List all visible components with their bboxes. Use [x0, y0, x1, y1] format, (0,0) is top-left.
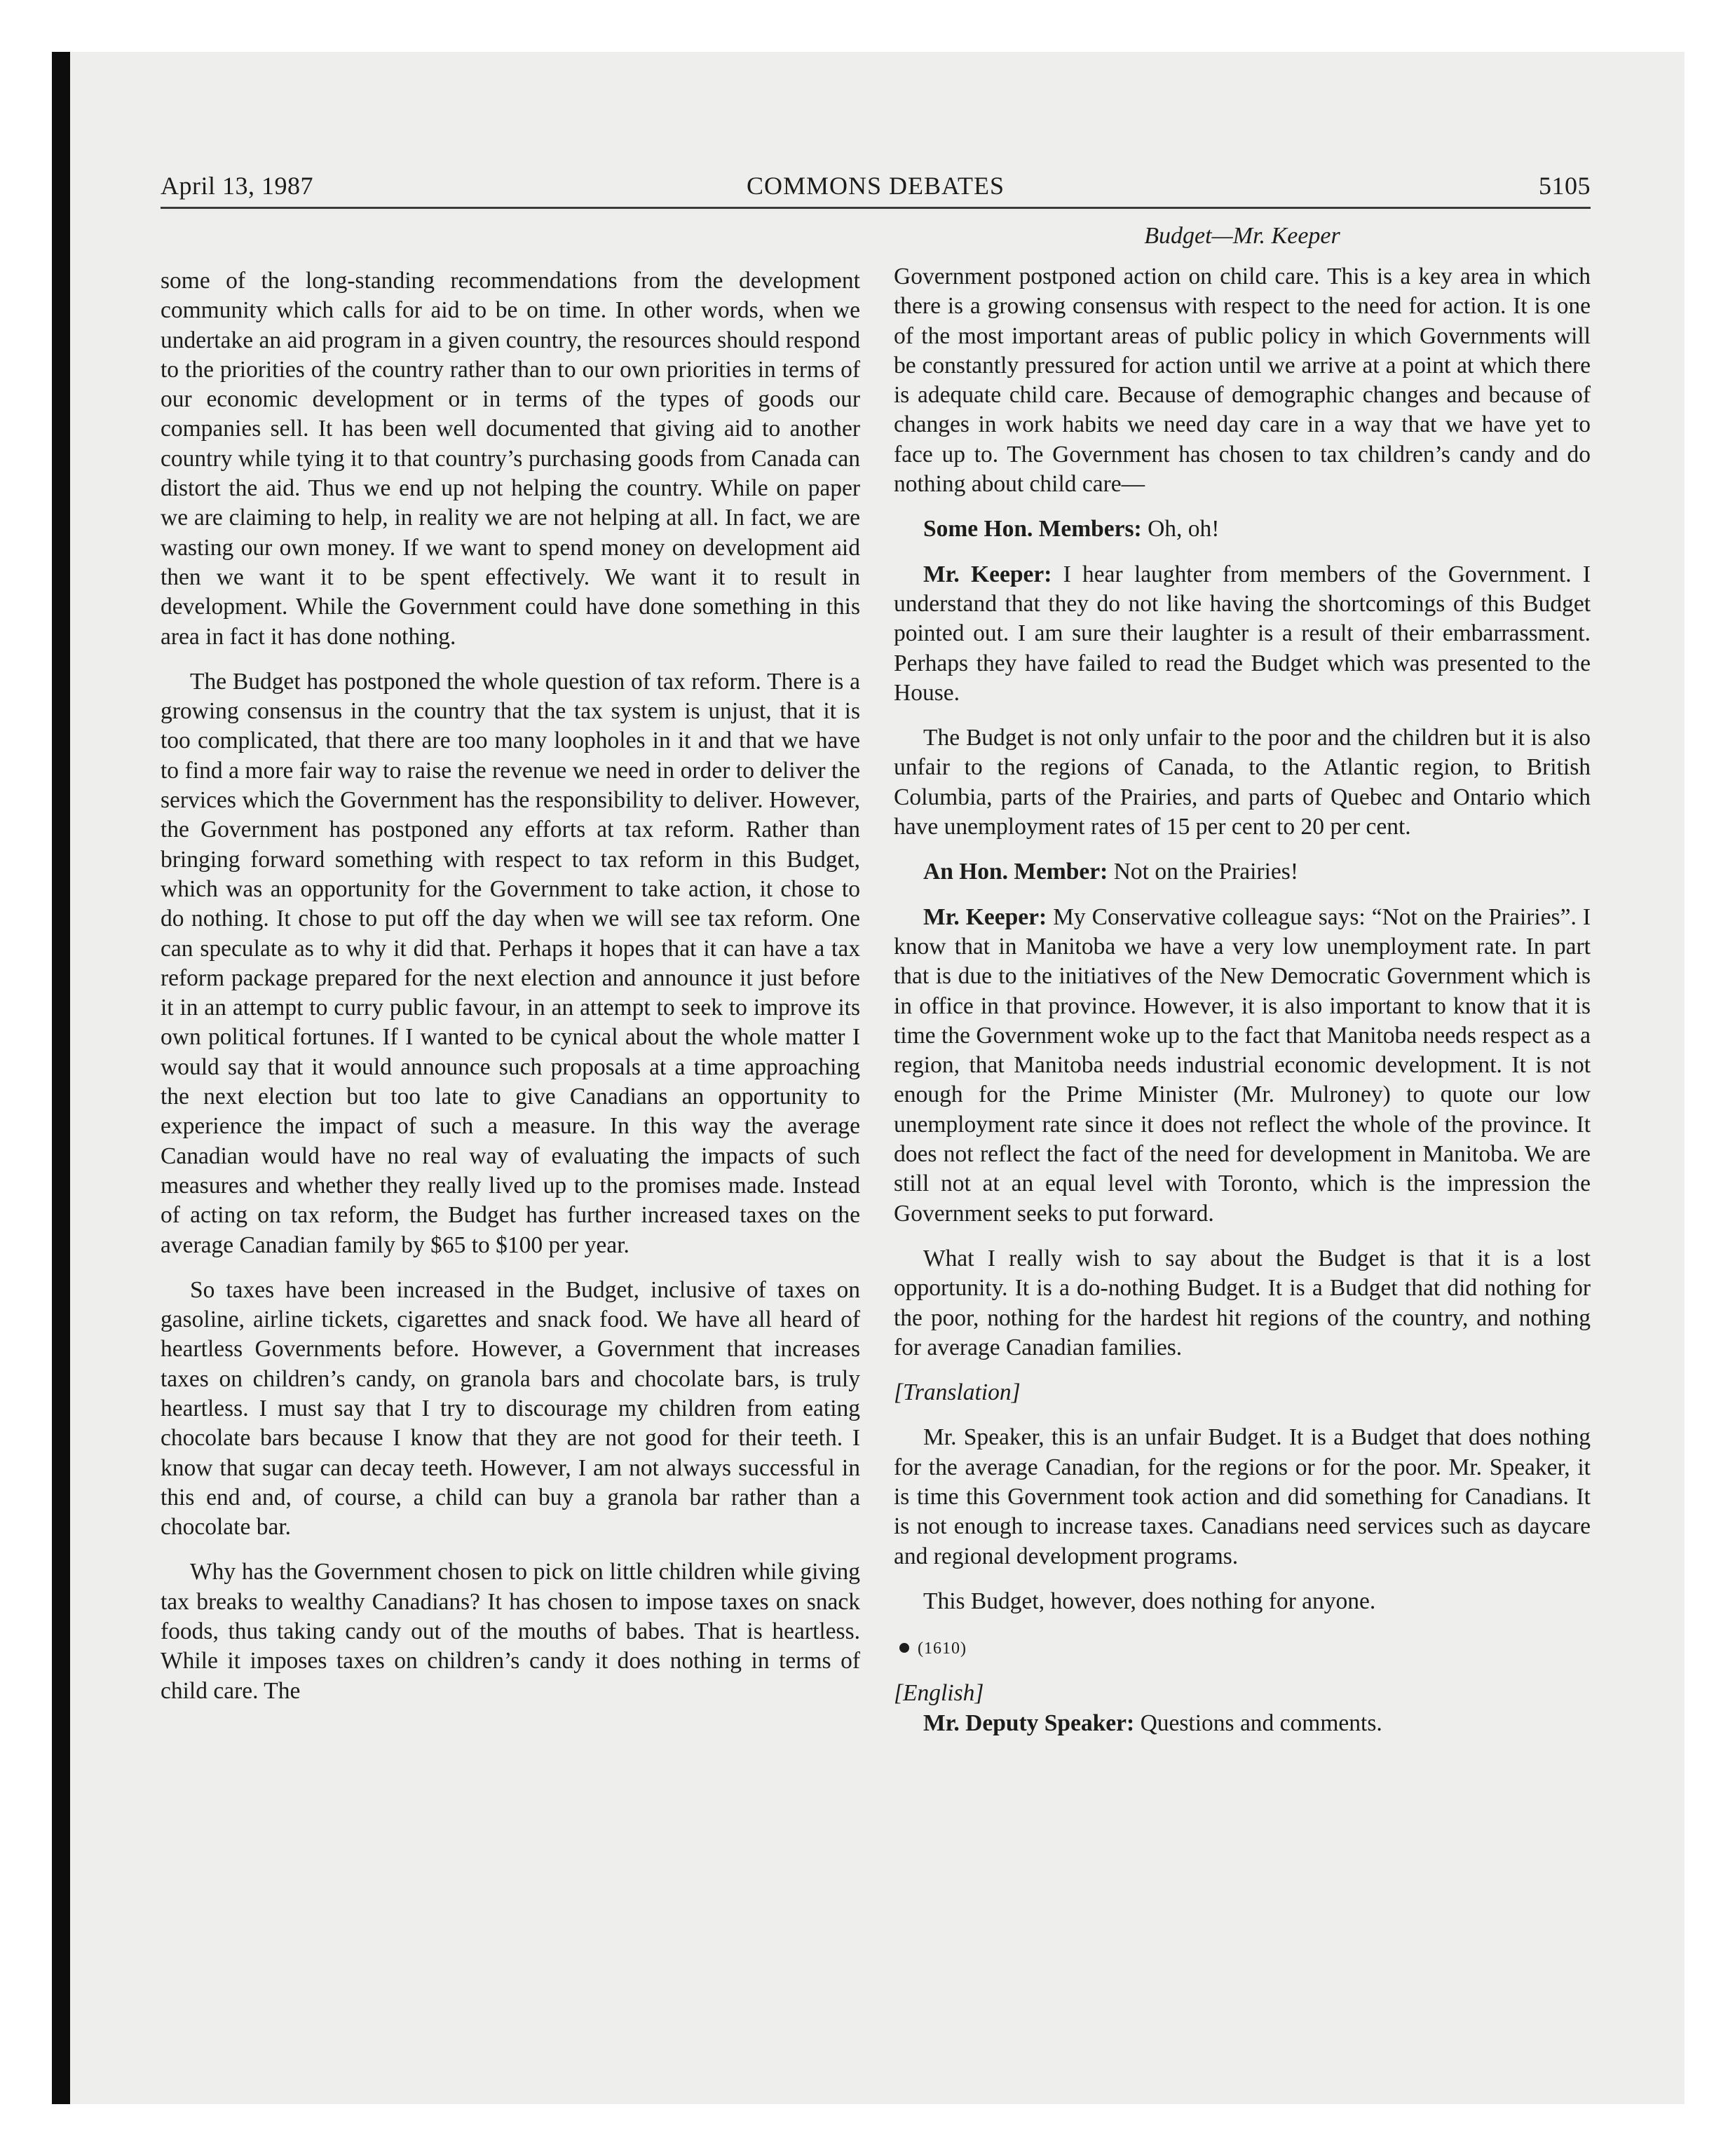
- time-stamp: (1610): [918, 1639, 967, 1658]
- paragraph: Why has the Government chosen to pick on little children while giving tax breaks to wealthy Canadians? It has chosen to impose taxes on snack foods, thus taking candy out of the mouths of babes. That is heartless. While it imposes taxes on children’s candy it does nothing in terms of child care. The: [161, 1559, 860, 1704]
- bullet-icon: [899, 1643, 909, 1653]
- speaker-name: An Hon. Member:: [923, 859, 1108, 885]
- paragraph: This Budget, however, does nothing for anyone.: [923, 1588, 1376, 1614]
- speaker-name: Mr. Keeper:: [923, 561, 1052, 587]
- binding-edge: [52, 52, 70, 2104]
- translation-note: [Translation]: [894, 1379, 1021, 1406]
- speaker-name: Mr. Deputy Speaker:: [923, 1710, 1135, 1736]
- speech-text: Questions and comments.: [1134, 1710, 1382, 1736]
- subject-heading: Budget—Mr. Keeper: [1144, 223, 1340, 249]
- speaker-name: Mr. Keeper:: [923, 903, 1047, 930]
- paragraph: The Budget has postponed the whole question of tax reform. There is a growing consensus in the country that the tax system is unjust, that it is too complicated, that there are too many loopholes in it and that we have to find a more fair way to raise the revenue we need in order to deliver the services which the Government has the responsibility to deliver. However, the Government has postponed any efforts at tax reform. Rather than bringing forward something with respect to tax reform in this Budget, which was an opportunity for the Government to take action, it chose to do nothing. It chose to put off the day when we will see tax reform. One can speculate as to why it did that. Perhaps it hopes that it can have a tax reform package prepared for the next election and announce it just before it in an attempt to curry public favour, in an attempt to seek to improve its own political fortunes. If I wanted to be cynical about the whole matter I would say that it would announce such proposals at a time approaching the next election but too late to give Canadians an opportunity to experience the impact of such a measure. In this way the average Canadian would have no real way of evaluating the impacts of such measures and whether they really lived up to the promises made. Instead of acting on tax reform, the Budget has further increased taxes on the average Canadian family by $65 to $100 per year.: [161, 668, 860, 1258]
- running-header: [161, 168, 1591, 209]
- paragraph: some of the long-standing recommendations from the development community which calls for aid to be on time. In other words, when we undertake an aid program in a given country, the resources should respond to the priorities of the country rather than to our own priorities in terms of our economic development or in terms of the types of goods our companies sell. It has been well documented that giving aid to another country while tying it to that country’s purchasing goods from Canada can distort the aid. Thus we end up not helping the country. While on paper we are claiming to help, in reality we are not helping at all. In fact, we are wasting our own money. If we want to spend money on development aid then we want it to be spent effectively. We want it to result in development. While the Government could have done something in this area in fact it has done nothing.: [161, 268, 860, 650]
- speech-text: Oh, oh!: [1141, 516, 1220, 543]
- header-title: COMMONS DEBATES: [746, 172, 1005, 200]
- speech-text: I hear laughter from members of the Government. I understand that they do not like having the shortcomings of this Budget pointed out. I am sure their laughter is a result of their embarrassment. Perhaps they have failed to read the Budget which was presented to the House.: [894, 561, 1591, 706]
- paragraph: What I really wish to say about the Budget is that it is a lost opportunity. It is a do-nothing Budget. It is a Budget that did nothing for the poor, nothing for the hardest hit regions of the country, and nothing for average Canadian families.: [894, 1245, 1591, 1360]
- speech: [894, 1709, 1591, 1738]
- header-date: April 13, 1987: [161, 172, 313, 200]
- paragraph: So taxes have been increased in the Budget, inclusive of taxes on gasoline, airline tickets, cigarettes and snack food. We have all heard of heartless Governments before. However, a Government that increases taxes on children’s candy, on granola bars and chocolate bars, is truly heartless. I must say that I try to discourage my children from eating chocolate bars because I know that they are not good for their teeth. I know that sugar can decay teeth. However, I am not always successful in this end and, of course, a child can buy a granola bar rather than a chocolate bar.: [161, 1276, 860, 1541]
- speech: [894, 903, 1591, 1229]
- paragraph: The Budget is not only unfair to the poor and the children but it is also unfair to the regions of Canada, to the Atlantic region, to British Columbia, parts of the Prairies, and parts of Quebec and Ontario which have unemployment rates of 15 per cent to 20 per cent.: [894, 725, 1591, 840]
- time-marker: [894, 1632, 1591, 1663]
- speech-text: My Conservative colleague says: “Not on the Prairies”. I know that in Manitoba we have a very low unemployment rate. In part that is due to the initiatives of the New Democratic Government which is in office in that province. However, it is also important to know that it is time the Government woke up to the fact that Manitoba needs respect as a region, that Manitoba needs industrial economic development. It is not enough for the Prime Minister (Mr. Mulroney) to quote our low unemployment rate since it does not reflect the whole of the province. It does not reflect the fact of the need for development in Manitoba. We are still not at an equal level with Toronto, which is the impression the Government seeks to put forward.: [894, 903, 1591, 1227]
- english-note: [English]: [894, 1680, 984, 1707]
- right-column: [894, 262, 1591, 1738]
- interjection: [894, 514, 1591, 544]
- paragraph: Mr. Speaker, this is an unfair Budget. It is a Budget that does nothing for the average Canadian, for the regions or for the poor. Mr. Speaker, it is time this Government took action and did something for Canadians. It is not enough to increase taxes. Canadians need services such as daycare and regional development programs.: [894, 1424, 1591, 1569]
- speech-text: Not on the Prairies!: [1108, 859, 1298, 885]
- speech: [894, 560, 1591, 708]
- left-column: [161, 266, 860, 1706]
- speaker-name: Some Hon. Members:: [923, 516, 1142, 543]
- header-page-number: 5105: [1539, 172, 1591, 200]
- interjection: [894, 857, 1591, 887]
- paragraph: Government postponed action on child care. This is a key area in which there is a growing consensus with respect to the need for action. It is one of the most important areas of public policy in which Governments will be constantly pressured for action until we arrive at a point at which there is adequate child care. Because of demographic changes and because of changes in work habits we need day care in a way that we have yet to face up to. The Government has chosen to tax children’s candy and do nothing about child care—: [894, 264, 1591, 498]
